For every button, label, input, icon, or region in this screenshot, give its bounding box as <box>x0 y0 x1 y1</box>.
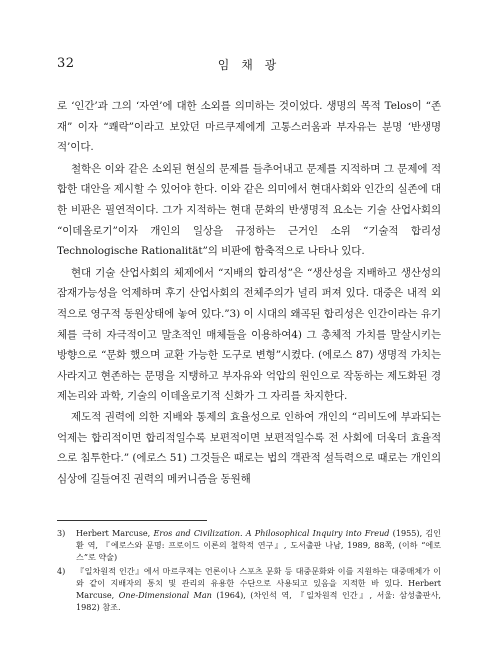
footnote-text: (1964), (차인석 역, 『일차원적 인간』, 서울: 삼성출판사, 1982) 참조. <box>76 590 441 612</box>
running-head: 임 채 광 <box>217 58 281 72</box>
footnote-book-title: Eros and Civilization. A Philosophical Inquiry into Freud <box>153 528 390 538</box>
footnote-number: 4) <box>57 566 66 576</box>
footnote-book-title: One-Dimensional Man <box>118 590 212 600</box>
footnote-text: Herbert Marcuse, <box>76 528 154 538</box>
paragraph: 철학은 이와 같은 소외된 현실의 문제를 들추어내고 문제를 지적하며 그 문제에 적합한 대안을 제시할 수 있어야 한다. 이와 같은 의미에서 현대사회와 인간의 실존에 대한 비판은 필연적이다. 그가 지적하는 현대 문화의 반생명적 요소는 기술 산업사회의 “이데올로기”이자 개인의 일상을 규정하는 근거인 소위 “기술적 합리성 Technologische Rationalität”의 비판에 함축적으로 나타나 있다. <box>57 162 441 258</box>
paragraph: 로 ‘인간’과 그의 ‘자연’에 대한 소외를 의미하는 것이었다. 생명의 목적 Telos이 “존재” 이자 “쾌락”이라고 보았던 마르쿠제에게 고통스러움과 부자유는 분명 ‘반생명적’이다. <box>57 100 441 154</box>
page-number: 32 <box>57 56 75 71</box>
footnote-text: 『일차원적 인간』에서 마르쿠제는 언론이나 스포츠 문화 등 대중문화와 이를 지원하는 대중매체가 이와 같이 지배자의 통치 및 관리의 유용한 수단으로 사용되고 있음을 지적한 바 있다. Herbert Marcuse, <box>76 566 441 600</box>
footnotes <box>57 527 441 615</box>
footnote <box>57 565 441 613</box>
footnote <box>57 527 441 563</box>
paragraph: 현대 기술 산업사회의 체제에서 “지배의 합리성”은 “생산성을 지배하고 생산성의 잠재가능성을 억제하며 후기 산업사회의 전체주의가 널리 퍼져 있다. 대중은 내적 외적으로 영구적 동원상태에 놓여 있다.”3) 이 시대의 왜곡된 합리성은 인간이라는 유기체를 극히 자극적이고 말초적인 매체들을 이용하여4) 그 총체적 가치를 말살시키는 방향으로 “문화 했으며 교환 가능한 도구로 변형”시켰다. (에로스 87) 생명적 가치는 사라지고 현존하는 문명을 지탱하고 부자유와 억압의 원인으로 작동하는 제도화된 경제논리와 과학, 기술의 이데올로기적 신화가 그 자리를 차지한다. <box>57 266 441 403</box>
page-header <box>57 56 441 72</box>
paragraph: 제도적 권력에 의한 지배와 통제의 효율성으로 인하여 개인의 “리비도에 부과되는 억제는 합리적이면 합리적일수록 보편적이면 보편적일수록 전 사회에 더욱더 효율적으로 침투한다.” (에로스 51) 그것들은 때로는 법의 객관적 설득력으로 때로는 개인의 심상에 길들여진 권력의 메커니즘을 동원해 <box>57 410 441 485</box>
footnote-text: (1955), 김인환 역, 『에로스와 문명: 프로이드 이론의 철학적 연구』, 도서출판 나남, 1989, 88쪽, (이하 “에로스”로 약술) <box>76 528 441 562</box>
footnote-divider <box>57 520 207 521</box>
footnote-number: 3) <box>57 528 66 538</box>
body-text <box>57 96 441 489</box>
